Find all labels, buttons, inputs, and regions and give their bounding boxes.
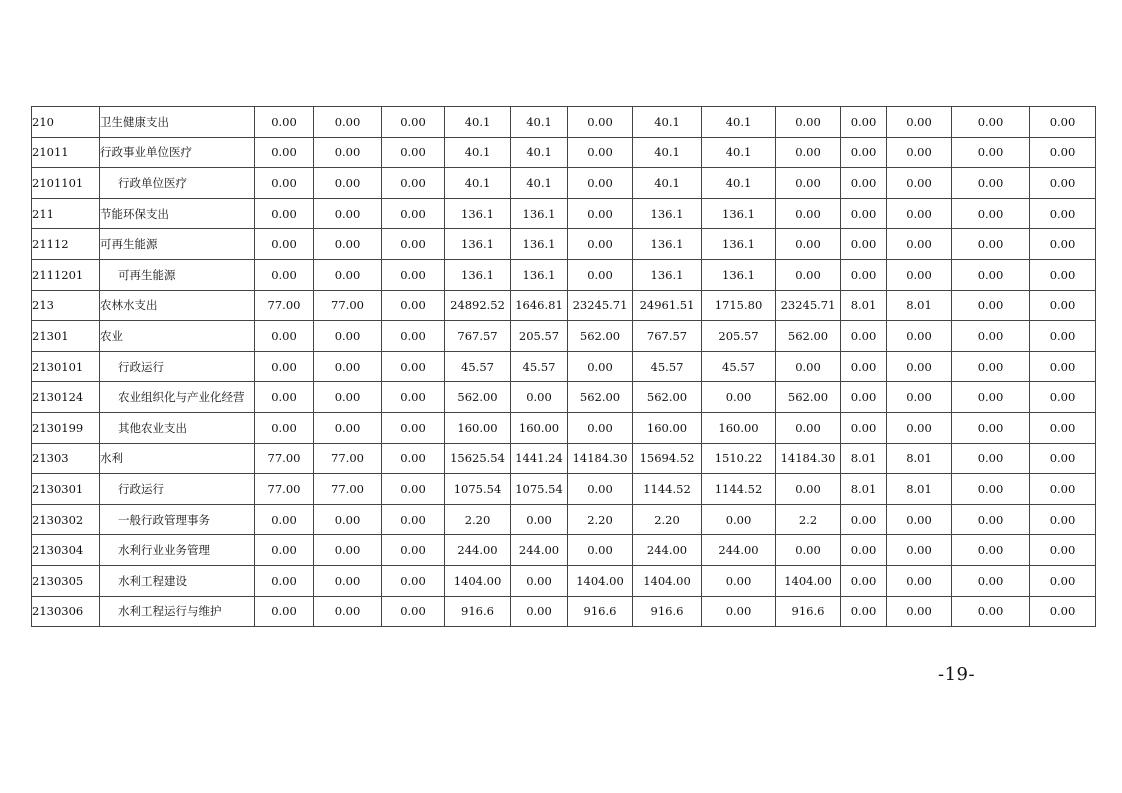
amount-cell: 0.00 bbox=[776, 259, 841, 290]
subject-name-cell: 行政运行 bbox=[100, 351, 255, 382]
amount-cell: 0.00 bbox=[382, 290, 445, 321]
amount-cell: 244.00 bbox=[702, 535, 776, 566]
amount-cell: 0.00 bbox=[841, 412, 887, 443]
subject-code-cell: 21301 bbox=[32, 321, 100, 352]
amount-cell: 136.1 bbox=[702, 229, 776, 260]
amount-cell: 0.00 bbox=[314, 107, 382, 138]
subject-name-cell: 农林水支出 bbox=[100, 290, 255, 321]
amount-cell: 0.00 bbox=[314, 168, 382, 199]
amount-cell: 0.00 bbox=[887, 565, 952, 596]
page-number: -19- bbox=[938, 664, 976, 685]
subject-code-cell: 210 bbox=[32, 107, 100, 138]
amount-cell: 0.00 bbox=[841, 596, 887, 627]
amount-cell: 0.00 bbox=[382, 351, 445, 382]
amount-cell: 0.00 bbox=[887, 198, 952, 229]
amount-cell: 0.00 bbox=[841, 137, 887, 168]
amount-cell: 23245.71 bbox=[776, 290, 841, 321]
amount-cell: 0.00 bbox=[382, 168, 445, 199]
amount-cell: 0.00 bbox=[255, 596, 314, 627]
amount-cell: 45.57 bbox=[702, 351, 776, 382]
amount-cell: 0.00 bbox=[314, 321, 382, 352]
amount-cell: 0.00 bbox=[314, 565, 382, 596]
amount-cell: 0.00 bbox=[255, 137, 314, 168]
subject-code-cell: 211 bbox=[32, 198, 100, 229]
subject-code-cell: 2130124 bbox=[32, 382, 100, 413]
amount-cell: 40.1 bbox=[511, 137, 568, 168]
amount-cell: 0.00 bbox=[568, 168, 633, 199]
amount-cell: 40.1 bbox=[445, 168, 511, 199]
amount-cell: 1404.00 bbox=[633, 565, 702, 596]
amount-cell: 0.00 bbox=[952, 321, 1030, 352]
amount-cell: 40.1 bbox=[633, 137, 702, 168]
amount-cell: 0.00 bbox=[382, 321, 445, 352]
subject-name-cell: 可再生能源 bbox=[100, 229, 255, 260]
subject-code-cell: 2130199 bbox=[32, 412, 100, 443]
amount-cell: 77.00 bbox=[255, 474, 314, 505]
amount-cell: 0.00 bbox=[776, 168, 841, 199]
amount-cell: 0.00 bbox=[952, 565, 1030, 596]
subject-name-cell: 农业 bbox=[100, 321, 255, 352]
table-row bbox=[32, 596, 1096, 627]
amount-cell: 24961.51 bbox=[633, 290, 702, 321]
amount-cell: 0.00 bbox=[776, 229, 841, 260]
table-row bbox=[32, 137, 1096, 168]
amount-cell: 0.00 bbox=[1030, 412, 1096, 443]
subject-name-cell: 节能环保支出 bbox=[100, 198, 255, 229]
amount-cell: 14184.30 bbox=[568, 443, 633, 474]
amount-cell: 160.00 bbox=[445, 412, 511, 443]
amount-cell: 0.00 bbox=[1030, 137, 1096, 168]
table-row bbox=[32, 443, 1096, 474]
amount-cell: 0.00 bbox=[887, 168, 952, 199]
amount-cell: 0.00 bbox=[887, 596, 952, 627]
amount-cell: 40.1 bbox=[445, 137, 511, 168]
amount-cell: 2.20 bbox=[633, 504, 702, 535]
amount-cell: 0.00 bbox=[1030, 321, 1096, 352]
amount-cell: 136.1 bbox=[702, 198, 776, 229]
subject-name-cell: 行政单位医疗 bbox=[100, 168, 255, 199]
amount-cell: 136.1 bbox=[445, 198, 511, 229]
amount-cell: 0.00 bbox=[841, 107, 887, 138]
amount-cell: 1404.00 bbox=[776, 565, 841, 596]
subject-code-cell: 2130301 bbox=[32, 474, 100, 505]
amount-cell: 0.00 bbox=[702, 596, 776, 627]
amount-cell: 0.00 bbox=[952, 137, 1030, 168]
amount-cell: 0.00 bbox=[776, 474, 841, 505]
amount-cell: 24892.52 bbox=[445, 290, 511, 321]
subject-name-cell: 行政事业单位医疗 bbox=[100, 137, 255, 168]
table-row bbox=[32, 412, 1096, 443]
amount-cell: 0.00 bbox=[382, 443, 445, 474]
amount-cell: 916.6 bbox=[445, 596, 511, 627]
amount-cell: 0.00 bbox=[382, 504, 445, 535]
amount-cell: 0.00 bbox=[314, 229, 382, 260]
amount-cell: 0.00 bbox=[255, 107, 314, 138]
amount-cell: 0.00 bbox=[1030, 198, 1096, 229]
table-row bbox=[32, 351, 1096, 382]
table-row bbox=[32, 290, 1096, 321]
amount-cell: 0.00 bbox=[382, 259, 445, 290]
amount-cell: 8.01 bbox=[887, 474, 952, 505]
amount-cell: 1075.54 bbox=[511, 474, 568, 505]
amount-cell: 0.00 bbox=[776, 107, 841, 138]
amount-cell: 0.00 bbox=[887, 229, 952, 260]
amount-cell: 0.00 bbox=[314, 382, 382, 413]
amount-cell: 562.00 bbox=[445, 382, 511, 413]
table-row bbox=[32, 504, 1096, 535]
amount-cell: 0.00 bbox=[952, 596, 1030, 627]
amount-cell: 0.00 bbox=[1030, 596, 1096, 627]
amount-cell: 0.00 bbox=[314, 412, 382, 443]
amount-cell: 0.00 bbox=[255, 259, 314, 290]
amount-cell: 0.00 bbox=[382, 137, 445, 168]
amount-cell: 0.00 bbox=[382, 382, 445, 413]
amount-cell: 0.00 bbox=[568, 107, 633, 138]
amount-cell: 0.00 bbox=[1030, 259, 1096, 290]
amount-cell: 1075.54 bbox=[445, 474, 511, 505]
amount-cell: 0.00 bbox=[702, 382, 776, 413]
amount-cell: 160.00 bbox=[702, 412, 776, 443]
amount-cell: 0.00 bbox=[1030, 168, 1096, 199]
amount-cell: 0.00 bbox=[841, 565, 887, 596]
amount-cell: 0.00 bbox=[568, 229, 633, 260]
subject-code-cell: 2130302 bbox=[32, 504, 100, 535]
subject-name-cell: 水利行业业务管理 bbox=[100, 535, 255, 566]
amount-cell: 0.00 bbox=[382, 596, 445, 627]
amount-cell: 0.00 bbox=[511, 382, 568, 413]
amount-cell: 136.1 bbox=[702, 259, 776, 290]
amount-cell: 0.00 bbox=[841, 198, 887, 229]
amount-cell: 0.00 bbox=[568, 351, 633, 382]
amount-cell: 0.00 bbox=[887, 259, 952, 290]
amount-cell: 136.1 bbox=[633, 198, 702, 229]
amount-cell: 0.00 bbox=[887, 535, 952, 566]
subject-code-cell: 213 bbox=[32, 290, 100, 321]
table-body bbox=[32, 107, 1096, 627]
amount-cell: 136.1 bbox=[633, 259, 702, 290]
table-row bbox=[32, 565, 1096, 596]
amount-cell: 0.00 bbox=[1030, 474, 1096, 505]
amount-cell: 0.00 bbox=[887, 412, 952, 443]
table-row bbox=[32, 382, 1096, 413]
amount-cell: 244.00 bbox=[511, 535, 568, 566]
subject-name-cell: 其他农业支出 bbox=[100, 412, 255, 443]
amount-cell: 562.00 bbox=[633, 382, 702, 413]
amount-cell: 205.57 bbox=[702, 321, 776, 352]
amount-cell: 0.00 bbox=[382, 565, 445, 596]
amount-cell: 2.2 bbox=[776, 504, 841, 535]
amount-cell: 0.00 bbox=[568, 259, 633, 290]
amount-cell: 0.00 bbox=[1030, 107, 1096, 138]
amount-cell: 0.00 bbox=[1030, 382, 1096, 413]
amount-cell: 0.00 bbox=[314, 351, 382, 382]
subject-code-cell: 21011 bbox=[32, 137, 100, 168]
amount-cell: 0.00 bbox=[841, 321, 887, 352]
subject-code-cell: 2130305 bbox=[32, 565, 100, 596]
amount-cell: 15694.52 bbox=[633, 443, 702, 474]
amount-cell: 40.1 bbox=[702, 168, 776, 199]
table-row bbox=[32, 107, 1096, 138]
amount-cell: 0.00 bbox=[511, 504, 568, 535]
amount-cell: 136.1 bbox=[445, 259, 511, 290]
amount-cell: 0.00 bbox=[1030, 565, 1096, 596]
amount-cell: 916.6 bbox=[568, 596, 633, 627]
amount-cell: 1404.00 bbox=[445, 565, 511, 596]
amount-cell: 0.00 bbox=[952, 259, 1030, 290]
amount-cell: 0.00 bbox=[841, 535, 887, 566]
amount-cell: 0.00 bbox=[255, 382, 314, 413]
amount-cell: 0.00 bbox=[952, 382, 1030, 413]
subject-name-cell: 水利工程建设 bbox=[100, 565, 255, 596]
amount-cell: 562.00 bbox=[568, 382, 633, 413]
amount-cell: 0.00 bbox=[255, 351, 314, 382]
amount-cell: 0.00 bbox=[1030, 229, 1096, 260]
table-row bbox=[32, 168, 1096, 199]
amount-cell: 40.1 bbox=[702, 107, 776, 138]
amount-cell: 916.6 bbox=[776, 596, 841, 627]
subject-code-cell: 2130101 bbox=[32, 351, 100, 382]
amount-cell: 136.1 bbox=[633, 229, 702, 260]
budget-table bbox=[31, 106, 1096, 627]
amount-cell: 0.00 bbox=[1030, 290, 1096, 321]
amount-cell: 0.00 bbox=[255, 412, 314, 443]
subject-name-cell: 水利 bbox=[100, 443, 255, 474]
amount-cell: 0.00 bbox=[841, 168, 887, 199]
amount-cell: 0.00 bbox=[568, 535, 633, 566]
amount-cell: 1715.80 bbox=[702, 290, 776, 321]
amount-cell: 77.00 bbox=[314, 474, 382, 505]
amount-cell: 0.00 bbox=[382, 412, 445, 443]
amount-cell: 767.57 bbox=[445, 321, 511, 352]
amount-cell: 0.00 bbox=[952, 443, 1030, 474]
amount-cell: 0.00 bbox=[314, 137, 382, 168]
amount-cell: 0.00 bbox=[952, 229, 1030, 260]
amount-cell: 136.1 bbox=[511, 198, 568, 229]
subject-code-cell: 2130306 bbox=[32, 596, 100, 627]
amount-cell: 0.00 bbox=[776, 198, 841, 229]
amount-cell: 0.00 bbox=[776, 412, 841, 443]
amount-cell: 0.00 bbox=[887, 137, 952, 168]
amount-cell: 0.00 bbox=[776, 137, 841, 168]
amount-cell: 1441.24 bbox=[511, 443, 568, 474]
subject-name-cell: 一般行政管理事务 bbox=[100, 504, 255, 535]
table-row bbox=[32, 259, 1096, 290]
amount-cell: 0.00 bbox=[568, 198, 633, 229]
amount-cell: 244.00 bbox=[633, 535, 702, 566]
amount-cell: 0.00 bbox=[255, 321, 314, 352]
amount-cell: 767.57 bbox=[633, 321, 702, 352]
amount-cell: 40.1 bbox=[702, 137, 776, 168]
subject-name-cell: 可再生能源 bbox=[100, 259, 255, 290]
table-row bbox=[32, 229, 1096, 260]
subject-name-cell: 农业组织化与产业化经营 bbox=[100, 382, 255, 413]
subject-code-cell: 2101101 bbox=[32, 168, 100, 199]
amount-cell: 1646.81 bbox=[511, 290, 568, 321]
amount-cell: 0.00 bbox=[952, 474, 1030, 505]
amount-cell: 0.00 bbox=[776, 535, 841, 566]
amount-cell: 0.00 bbox=[314, 596, 382, 627]
amount-cell: 0.00 bbox=[841, 504, 887, 535]
amount-cell: 0.00 bbox=[314, 259, 382, 290]
amount-cell: 562.00 bbox=[776, 382, 841, 413]
amount-cell: 0.00 bbox=[568, 474, 633, 505]
amount-cell: 0.00 bbox=[255, 504, 314, 535]
amount-cell: 160.00 bbox=[511, 412, 568, 443]
amount-cell: 136.1 bbox=[511, 229, 568, 260]
amount-cell: 0.00 bbox=[314, 198, 382, 229]
amount-cell: 0.00 bbox=[952, 412, 1030, 443]
amount-cell: 1404.00 bbox=[568, 565, 633, 596]
amount-cell: 0.00 bbox=[952, 504, 1030, 535]
amount-cell: 0.00 bbox=[255, 565, 314, 596]
amount-cell: 205.57 bbox=[511, 321, 568, 352]
amount-cell: 8.01 bbox=[841, 474, 887, 505]
amount-cell: 77.00 bbox=[255, 443, 314, 474]
table-row bbox=[32, 535, 1096, 566]
amount-cell: 0.00 bbox=[702, 565, 776, 596]
amount-cell: 0.00 bbox=[255, 198, 314, 229]
amount-cell: 0.00 bbox=[255, 535, 314, 566]
table-row bbox=[32, 198, 1096, 229]
subject-name-cell: 卫生健康支出 bbox=[100, 107, 255, 138]
amount-cell: 0.00 bbox=[776, 351, 841, 382]
amount-cell: 40.1 bbox=[511, 168, 568, 199]
amount-cell: 45.57 bbox=[633, 351, 702, 382]
amount-cell: 0.00 bbox=[1030, 535, 1096, 566]
amount-cell: 136.1 bbox=[445, 229, 511, 260]
amount-cell: 77.00 bbox=[255, 290, 314, 321]
amount-cell: 8.01 bbox=[887, 290, 952, 321]
amount-cell: 0.00 bbox=[887, 321, 952, 352]
amount-cell: 916.6 bbox=[633, 596, 702, 627]
amount-cell: 0.00 bbox=[382, 107, 445, 138]
amount-cell: 0.00 bbox=[511, 565, 568, 596]
subject-code-cell: 2130304 bbox=[32, 535, 100, 566]
amount-cell: 0.00 bbox=[841, 259, 887, 290]
amount-cell: 14184.30 bbox=[776, 443, 841, 474]
amount-cell: 0.00 bbox=[382, 474, 445, 505]
subject-code-cell: 21112 bbox=[32, 229, 100, 260]
amount-cell: 0.00 bbox=[314, 504, 382, 535]
amount-cell: 0.00 bbox=[887, 382, 952, 413]
amount-cell: 562.00 bbox=[568, 321, 633, 352]
amount-cell: 40.1 bbox=[633, 168, 702, 199]
amount-cell: 0.00 bbox=[382, 229, 445, 260]
amount-cell: 0.00 bbox=[511, 596, 568, 627]
amount-cell: 0.00 bbox=[255, 168, 314, 199]
amount-cell: 0.00 bbox=[702, 504, 776, 535]
amount-cell: 1510.22 bbox=[702, 443, 776, 474]
amount-cell: 0.00 bbox=[952, 107, 1030, 138]
amount-cell: 15625.54 bbox=[445, 443, 511, 474]
amount-cell: 77.00 bbox=[314, 443, 382, 474]
amount-cell: 0.00 bbox=[1030, 351, 1096, 382]
amount-cell: 0.00 bbox=[887, 351, 952, 382]
amount-cell: 0.00 bbox=[568, 137, 633, 168]
amount-cell: 562.00 bbox=[776, 321, 841, 352]
amount-cell: 0.00 bbox=[952, 198, 1030, 229]
amount-cell: 160.00 bbox=[633, 412, 702, 443]
amount-cell: 8.01 bbox=[841, 443, 887, 474]
amount-cell: 0.00 bbox=[887, 107, 952, 138]
amount-cell: 23245.71 bbox=[568, 290, 633, 321]
amount-cell: 0.00 bbox=[841, 382, 887, 413]
subject-name-cell: 行政运行 bbox=[100, 474, 255, 505]
amount-cell: 0.00 bbox=[952, 168, 1030, 199]
amount-cell: 40.1 bbox=[633, 107, 702, 138]
amount-cell: 40.1 bbox=[445, 107, 511, 138]
amount-cell: 45.57 bbox=[445, 351, 511, 382]
table-row bbox=[32, 474, 1096, 505]
amount-cell: 0.00 bbox=[382, 535, 445, 566]
amount-cell: 0.00 bbox=[1030, 443, 1096, 474]
amount-cell: 77.00 bbox=[314, 290, 382, 321]
amount-cell: 0.00 bbox=[314, 535, 382, 566]
amount-cell: 2.20 bbox=[568, 504, 633, 535]
amount-cell: 0.00 bbox=[952, 535, 1030, 566]
amount-cell: 0.00 bbox=[841, 351, 887, 382]
table-row bbox=[32, 321, 1096, 352]
amount-cell: 0.00 bbox=[255, 229, 314, 260]
amount-cell: 0.00 bbox=[887, 504, 952, 535]
amount-cell: 45.57 bbox=[511, 351, 568, 382]
subject-code-cell: 2111201 bbox=[32, 259, 100, 290]
amount-cell: 2.20 bbox=[445, 504, 511, 535]
amount-cell: 8.01 bbox=[841, 290, 887, 321]
amount-cell: 8.01 bbox=[887, 443, 952, 474]
amount-cell: 0.00 bbox=[1030, 504, 1096, 535]
amount-cell: 0.00 bbox=[382, 198, 445, 229]
amount-cell: 244.00 bbox=[445, 535, 511, 566]
amount-cell: 0.00 bbox=[841, 229, 887, 260]
amount-cell: 1144.52 bbox=[702, 474, 776, 505]
subject-code-cell: 21303 bbox=[32, 443, 100, 474]
amount-cell: 1144.52 bbox=[633, 474, 702, 505]
amount-cell: 0.00 bbox=[568, 412, 633, 443]
amount-cell: 0.00 bbox=[952, 290, 1030, 321]
subject-name-cell: 水利工程运行与维护 bbox=[100, 596, 255, 627]
amount-cell: 40.1 bbox=[511, 107, 568, 138]
amount-cell: 136.1 bbox=[511, 259, 568, 290]
amount-cell: 0.00 bbox=[952, 351, 1030, 382]
